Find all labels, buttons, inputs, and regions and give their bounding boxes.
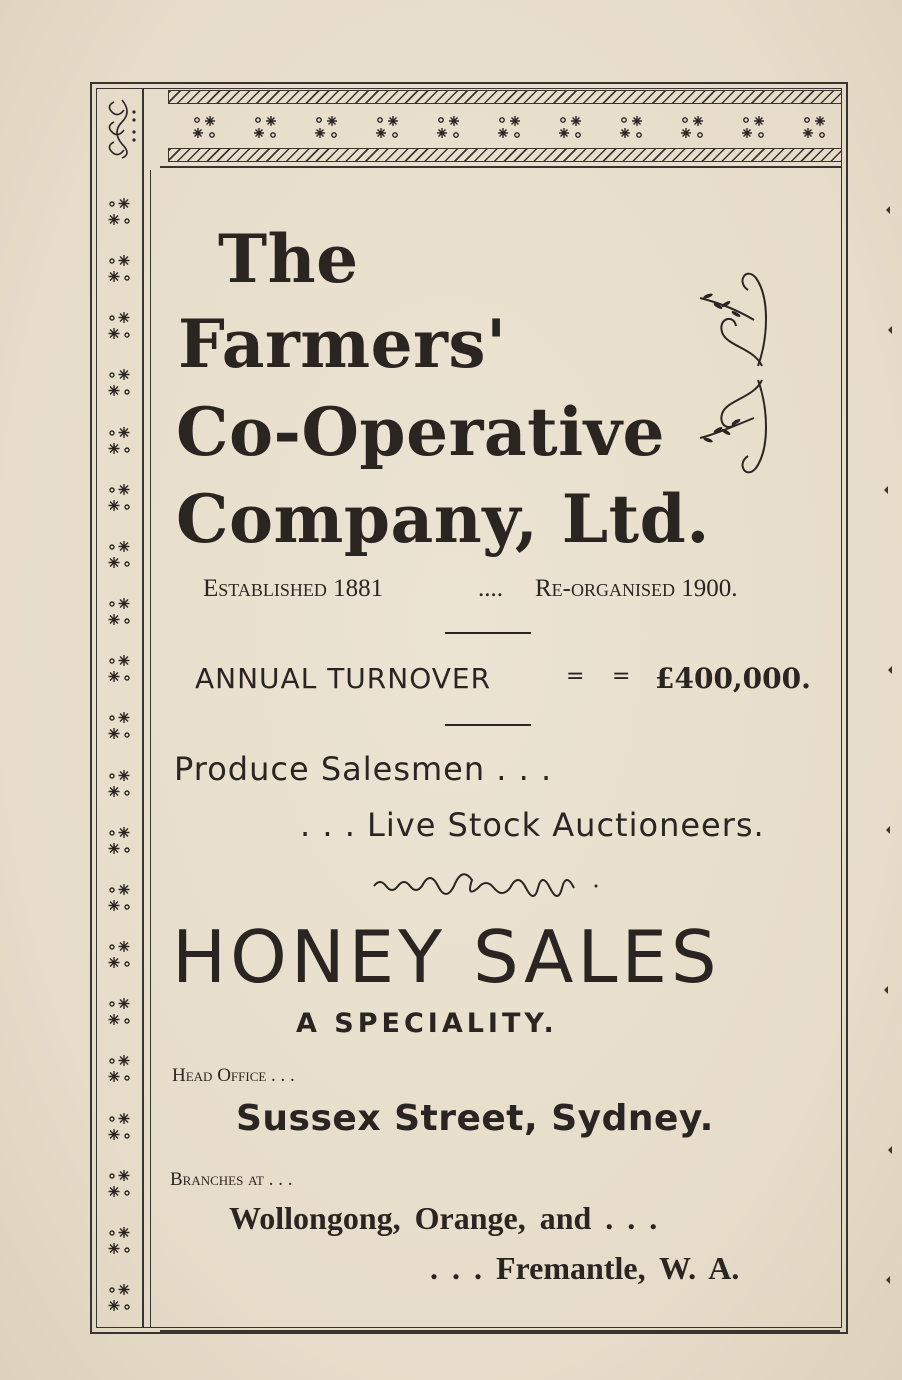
left-band-rule — [150, 170, 151, 1328]
asterisk-ornament-icon — [105, 366, 135, 400]
divider-rule — [445, 632, 531, 634]
rosette-icon — [800, 112, 830, 142]
bottom-hatch-strip — [168, 148, 842, 162]
produce-salesmen-text: Produce Salesmen . . . — [174, 750, 553, 788]
asterisk-ornament-icon — [105, 595, 135, 629]
asterisk-ornament-icon — [105, 995, 135, 1029]
top-ornament-band — [160, 88, 842, 168]
wave-divider-icon — [372, 866, 600, 902]
scroll-corner-icon — [100, 92, 144, 162]
branches-label: Branches at . . . — [170, 1169, 293, 1190]
asterisk-ornament-icon — [105, 1052, 135, 1086]
turnover-value: £400,000. — [655, 662, 811, 695]
rosette-icon — [556, 112, 586, 142]
established-text: Established 1881 — [203, 575, 384, 602]
rosette-row — [190, 110, 830, 144]
rosette-icon — [312, 112, 342, 142]
rosette-icon — [678, 112, 708, 142]
asterisk-ornament-icon — [105, 1110, 135, 1144]
bottom-rule — [160, 1330, 840, 1332]
asterisk-ornament-icon — [105, 824, 135, 858]
rosette-icon — [190, 112, 220, 142]
rosette-icon — [434, 112, 464, 142]
title-line-4: Company, Ltd. — [176, 480, 710, 558]
title-line-1: The — [218, 220, 359, 298]
asterisk-ornament-icon — [105, 767, 135, 801]
rosette-icon — [495, 112, 525, 142]
turnover-label: ANNUAL TURNOVER — [195, 662, 492, 695]
side-ornament-column — [100, 195, 140, 1315]
rosette-icon — [251, 112, 281, 142]
head-office-address: Sussex Street, Sydney. — [236, 1098, 714, 1139]
equals-sign: = — [612, 664, 631, 689]
rosette-icon — [739, 112, 769, 142]
asterisk-ornament-icon — [105, 481, 135, 515]
rosette-icon — [373, 112, 403, 142]
head-office-label: Head Office . . . — [172, 1065, 295, 1086]
asterisk-ornament-icon — [105, 1281, 135, 1315]
divider-rule — [445, 724, 531, 726]
page-edge-marks — [872, 190, 898, 1310]
asterisk-ornament-icon — [105, 424, 135, 458]
livestock-auctioneers-text: . . . Live Stock Auctioneers. — [300, 806, 765, 844]
asterisk-ornament-icon — [105, 538, 135, 572]
asterisk-ornament-icon — [105, 938, 135, 972]
asterisk-ornament-icon — [105, 709, 135, 743]
reorganised-text: Re-organised 1900. — [535, 575, 738, 602]
separator-dots: .... — [478, 575, 503, 602]
asterisk-ornament-icon — [105, 1167, 135, 1201]
title-line-3: Co-Operative — [176, 393, 666, 471]
leaf-flourish-icon — [696, 268, 776, 478]
top-hatch-strip — [168, 90, 842, 104]
branches-line-2: . . . Fremantle, W. A. — [430, 1250, 740, 1286]
branches-line-1: Wollongong, Orange, and . . . — [229, 1200, 658, 1236]
asterisk-ornament-icon — [105, 252, 135, 286]
asterisk-ornament-icon — [105, 309, 135, 343]
title-line-2: Farmers' — [178, 305, 507, 383]
asterisk-ornament-icon — [105, 652, 135, 686]
asterisk-ornament-icon — [105, 195, 135, 229]
rosette-icon — [617, 112, 647, 142]
asterisk-ornament-icon — [105, 881, 135, 915]
asterisk-ornament-icon — [105, 1224, 135, 1258]
equals-sign: = — [566, 664, 585, 689]
speciality-text: A SPECIALITY. — [296, 1008, 558, 1039]
honey-sales-heading: HONEY SALES — [172, 915, 721, 999]
